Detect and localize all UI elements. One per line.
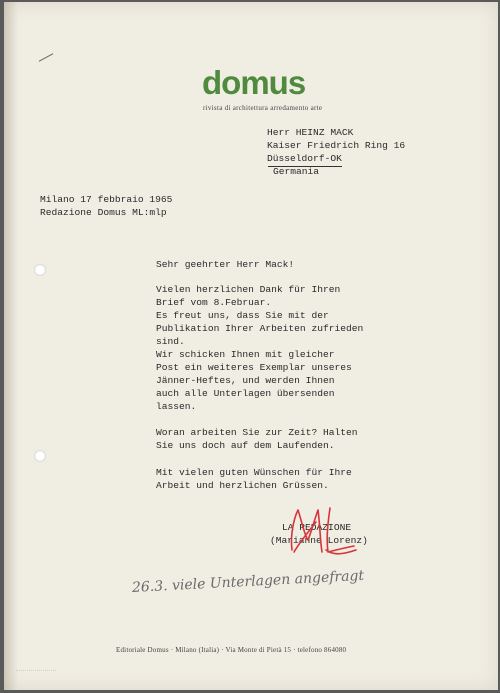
letterhead-footer: Editoriale Domus · Milano (Italia) · Via Monte di Pietà 15 · telefono 864080 [116,646,347,654]
body-line: Post ein weiteres Exemplar unseres [156,362,352,373]
body-line: Arbeit und herzlichen Grüssen. [156,480,329,491]
signature-name: (Marianne Lorenz) [270,535,368,546]
body-line: Jänner-Heftes, und werden Ihnen [156,375,335,386]
body-line: Woran arbeiten Sie zur Zeit? Halten [156,427,358,438]
letterhead-tagline: rivista di architettura arredamento arte [203,104,323,112]
punch-hole-bottom [34,450,46,462]
recipient-line: Herr HEINZ MACK [267,127,354,138]
corner-mark [16,670,56,689]
salutation: Sehr geehrter Herr Mack! [156,259,295,270]
letter-page [4,2,498,690]
reference-line: Redazione Domus ML:mlp [40,207,167,218]
body-line: Es freut uns, dass Sie mit der [156,310,329,321]
body-line: lassen. [156,401,197,412]
signature-org: LA REDAZIONE [282,522,352,533]
date-line: Milano 17 febbraio 1965 [40,194,173,205]
recipient-line: Kaiser Friedrich Ring 16 [267,140,406,151]
body-line: auch alle Unterlagen übersenden [156,388,335,399]
recipient-line: Germania [273,166,320,177]
body-line: Wir schicken Ihnen mit gleicher [156,349,335,360]
punch-hole-top [34,264,46,276]
domus-logo: domus [202,64,306,101]
body-line: Vielen herzlichen Dank für Ihren [156,284,341,295]
body-line: Publikation Ihrer Arbeiten zufrieden [156,323,364,334]
recipient-line: Düsseldorf-OK [267,153,342,164]
handwritten-note: 26.3. viele Unterlagen angefragt [131,567,365,596]
pen-mark [39,53,54,61]
signature-initials-stamp [282,500,362,560]
body-line: Mit vielen guten Wünschen für Ihre [156,467,352,478]
body-line: sind. [156,336,185,347]
body-line: Sie uns doch auf dem Laufenden. [156,440,335,451]
body-line: Brief vom 8.Februar. [156,297,272,308]
